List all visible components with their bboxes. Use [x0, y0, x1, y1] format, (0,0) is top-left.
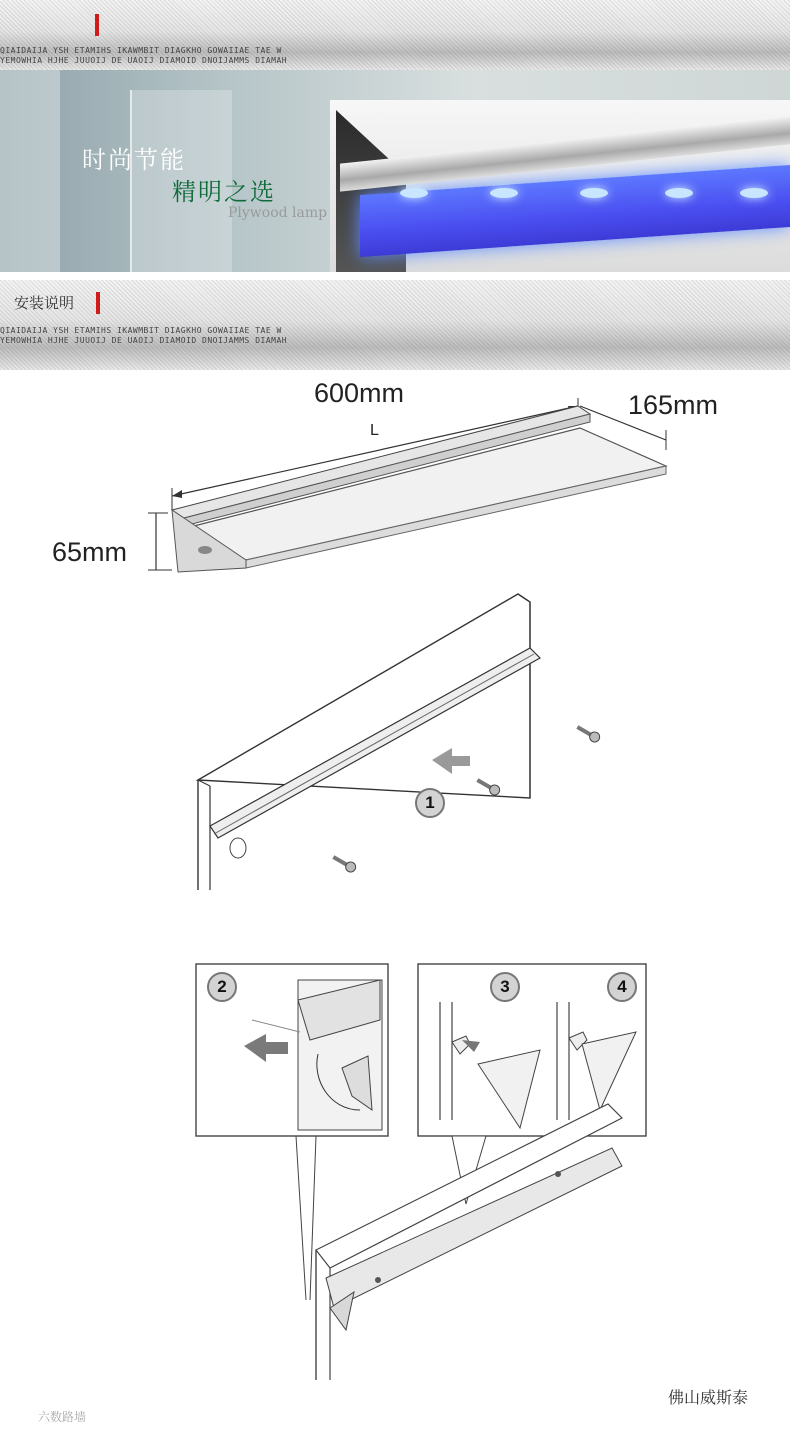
banner-fine-text-2: YEMOWHIA HJHE JUUOIJ DE UAOIJ DIAMOID DNOIJAMMS DIAMAH [0, 336, 288, 345]
step-1-badge: 1 [415, 788, 445, 818]
red-marker [96, 292, 100, 314]
step1-diagram [0, 590, 790, 900]
hero-tagline-1: 时尚节能 [82, 146, 186, 174]
step-2-badge: 2 [207, 972, 237, 1002]
source-watermark: 六数路墙 [38, 1410, 87, 1424]
red-marker [95, 14, 99, 36]
steps-2-4-diagram [0, 960, 790, 1380]
length-symbol: L [370, 422, 379, 439]
brand-watermark: 佛山威斯泰 [668, 1388, 749, 1407]
length-label: 600mm [314, 378, 405, 408]
height-label: 65mm [52, 537, 128, 567]
section-banner [0, 280, 790, 370]
step-3-badge: 3 [490, 972, 520, 1002]
hero-subtitle: Plywood lamp [228, 205, 328, 221]
banner-fine-text-2: YEMOWHIA HJHE JUUOIJ DE UAOIJ DIAMOID DNOIJAMMS DIAMAH [0, 56, 288, 65]
depth-label: 165mm [628, 390, 719, 420]
section-title: 安装说明 [14, 294, 75, 312]
top-banner [0, 0, 790, 70]
banner-fine-text-1: QIAIDAIJA YSH ETAMIHS IKAWMBIT DIAGKHO GOWAIIAE TAE W [0, 326, 282, 335]
hero-tagline-2: 精明之选 [172, 178, 276, 206]
banner-fine-text-1: QIAIDAIJA YSH ETAMIHS IKAWMBIT DIAGKHO GOWAIIAE TAE W [0, 46, 282, 55]
step-4-badge: 4 [607, 972, 637, 1002]
